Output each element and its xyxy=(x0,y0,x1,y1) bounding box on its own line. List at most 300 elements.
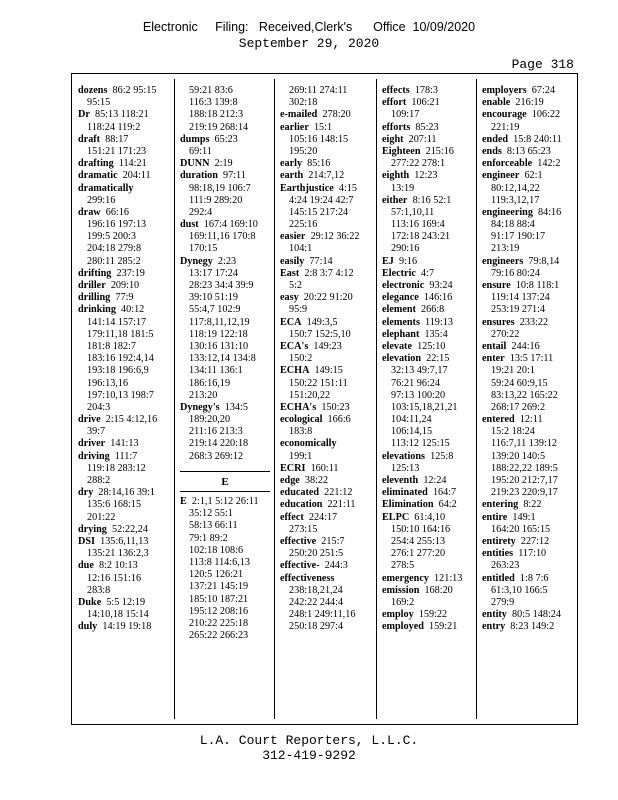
index-term: Dr xyxy=(78,109,90,121)
index-term: employ xyxy=(382,609,414,621)
index-column-1 xyxy=(78,85,168,633)
index-term: enable xyxy=(482,97,511,109)
index-page-refs: 38:22 xyxy=(299,475,329,486)
index-page-refs: 116:7,11 139:12 xyxy=(491,438,558,450)
index-page-refs: 278:5 xyxy=(391,560,415,572)
index-page-refs: 292:4 xyxy=(189,206,213,218)
index-term: elegance xyxy=(382,292,419,304)
index-entry xyxy=(180,170,270,182)
index-term: draw xyxy=(78,206,101,218)
index-entry xyxy=(78,524,168,536)
index-term: early xyxy=(280,158,303,170)
index-entry xyxy=(382,487,472,499)
index-entry xyxy=(482,621,572,633)
column-divider xyxy=(174,79,175,719)
index-page-refs: 119:14 137:24 xyxy=(491,292,550,304)
index-page-refs: 166:6 xyxy=(322,414,351,426)
index-page-refs: 118:24 119:2 xyxy=(87,121,141,133)
court-reporter-name: L.A. Court Reporters, L.L.C. xyxy=(199,733,419,748)
index-page-refs: 164:7 xyxy=(427,487,457,499)
index-term: driller xyxy=(78,280,106,291)
index-page-refs: 204:18 279:8 xyxy=(87,243,142,255)
index-term: dumps xyxy=(180,133,210,145)
index-page-refs: 8:13 65:23 xyxy=(501,145,551,157)
column-divider xyxy=(476,79,477,719)
index-term: effective xyxy=(280,535,317,547)
index-entry xyxy=(482,536,572,548)
index-page-refs: 104:1 xyxy=(289,243,313,255)
index-term: Eighteen xyxy=(382,145,421,157)
index-entry xyxy=(382,268,472,280)
index-term: dust xyxy=(180,219,199,231)
index-entry xyxy=(78,280,168,292)
index-page-refs: 2:1,1 5:12 26:11 xyxy=(186,496,259,507)
index-page-refs: 277:22 278:1 xyxy=(391,158,446,170)
index-term: ECHA xyxy=(280,365,310,377)
index-page-refs: 149:15 xyxy=(309,365,343,377)
index-page-refs: 302:18 xyxy=(289,97,318,109)
index-page-refs: 224:17 xyxy=(303,511,338,523)
index-page-refs: 201:22 xyxy=(87,511,116,523)
index-term: Dynegy xyxy=(180,255,213,267)
index-term: DSI xyxy=(78,535,95,547)
index-page-refs: 69:11 xyxy=(189,145,212,157)
index-page-refs: 273:15 xyxy=(289,523,318,535)
index-term: employed xyxy=(382,621,424,633)
index-term: employers xyxy=(482,85,527,96)
index-page-refs: 86:2 95:15 xyxy=(107,85,157,96)
index-entry xyxy=(280,109,370,121)
index-page-refs: 65:23 xyxy=(209,133,238,145)
index-page-refs: 142:2 xyxy=(532,158,561,170)
index-page-refs: 141:13 xyxy=(105,438,139,450)
index-page-refs: 135:21 136:2,3 xyxy=(87,548,149,560)
index-page-refs: 149:3,5 xyxy=(301,316,338,328)
index-term: educated xyxy=(280,487,320,499)
index-entry xyxy=(482,353,572,365)
index-entry xyxy=(280,414,370,426)
index-page-refs: 15:8 240:11 xyxy=(508,133,562,145)
index-term: ECHA's xyxy=(280,401,317,413)
index-page-refs: 150:22 151:11 xyxy=(289,377,348,389)
index-term: entail xyxy=(482,340,507,352)
index-page-refs: 91:17 190:17 xyxy=(491,231,546,243)
index-entry xyxy=(482,317,572,329)
index-page-refs: 221:11 xyxy=(322,499,356,511)
index-entry xyxy=(78,438,168,450)
index-page-refs: 195:12 208:16 xyxy=(189,605,249,617)
index-page-refs: 266:8 xyxy=(415,304,445,316)
index-term: easy xyxy=(280,292,299,304)
index-entry xyxy=(78,414,168,426)
index-page-refs: 134:5 xyxy=(219,401,248,413)
index-page-refs: 121:13 xyxy=(428,572,463,584)
index-page-refs: 265:22 266:23 xyxy=(189,630,249,642)
index-page-refs: 58:13 66:11 xyxy=(189,520,238,532)
index-entry xyxy=(280,560,370,572)
column-divider xyxy=(274,79,275,719)
index-column-5 xyxy=(482,85,572,633)
index-page-refs: 97:13 100:20 xyxy=(391,389,446,401)
index-term: easier xyxy=(280,231,306,243)
index-term: emergency xyxy=(382,572,429,584)
index-page-refs: 178:3 xyxy=(409,85,439,96)
index-term: efforts xyxy=(382,121,411,133)
index-entry xyxy=(180,496,270,508)
index-page-refs: 22:15 xyxy=(421,353,450,365)
index-entry xyxy=(78,85,168,97)
index-page-refs: 199:1 xyxy=(289,450,313,462)
index-page-refs: 207:11 xyxy=(403,133,437,145)
index-entry xyxy=(280,183,370,195)
index-page-refs: 199:5 200:3 xyxy=(87,231,136,243)
index-entry xyxy=(482,97,572,109)
index-page-refs: 84:18 88:4 xyxy=(491,219,535,231)
index-page-refs: 186:16,19 xyxy=(189,377,231,389)
index-page-refs: 189:20,20 xyxy=(189,414,231,426)
index-page-refs: 12:11 xyxy=(514,414,543,426)
index-page-refs: 238:18,21,24 xyxy=(289,584,343,596)
index-term: entering xyxy=(482,499,519,511)
index-entry xyxy=(78,621,168,633)
index-entry xyxy=(78,134,168,146)
index-entry xyxy=(482,146,572,158)
index-term: duly xyxy=(78,621,98,633)
index-term: DUNN xyxy=(180,158,210,170)
index-page-refs: 88:17 xyxy=(100,133,129,145)
spacer xyxy=(180,463,270,468)
index-entry xyxy=(382,256,472,268)
index-page-refs: 32:13 49:7,17 xyxy=(391,365,448,377)
index-page-refs: 2:8 3:7 4:12 xyxy=(299,267,354,279)
index-page-refs: 213:20 xyxy=(189,389,218,401)
index-term: emission xyxy=(382,584,420,596)
index-page-refs: 233:22 xyxy=(514,316,549,328)
index-entry xyxy=(482,609,572,621)
index-page-refs: 133:12,14 134:8 xyxy=(189,353,256,365)
index-page-refs: 2:19 xyxy=(209,158,233,170)
index-page-refs: 116:3 139:8 xyxy=(189,97,238,109)
index-page-refs: 204:3 xyxy=(87,401,111,413)
index-page-refs: 237:19 xyxy=(111,267,145,279)
index-page-refs: 59:24 60:9,15 xyxy=(491,377,548,389)
index-entry xyxy=(280,292,370,304)
index-page-refs: 113:8 114:6,13 xyxy=(189,556,250,568)
index-page-refs: 85:13 118:21 xyxy=(89,109,149,121)
index-page-refs: 106:21 xyxy=(406,97,440,109)
index-entry xyxy=(382,280,472,292)
index-page-refs: 12:16 151:16 xyxy=(87,572,142,584)
index-entry xyxy=(280,365,370,377)
index-entry xyxy=(482,170,572,182)
index-page-refs: 14:19 19:18 xyxy=(97,621,152,633)
index-page-refs: 197:10,13 198:7 xyxy=(87,389,154,401)
index-page-refs: 215:7 xyxy=(316,535,345,547)
index-page-refs: 80:5 148:24 xyxy=(506,609,561,621)
index-page-refs: 169:11,16 170:8 xyxy=(189,231,256,243)
index-term: ends xyxy=(482,145,502,157)
index-entry xyxy=(382,195,472,207)
index-entry xyxy=(482,280,572,292)
index-term: ended xyxy=(482,133,509,145)
transcript-date: September 29, 2020 xyxy=(238,36,380,51)
index-entry xyxy=(382,292,472,304)
index-page-refs: 219:23 220:9,17 xyxy=(491,487,558,499)
index-page-refs: 10:8 118:1 xyxy=(510,280,560,291)
index-entry xyxy=(78,170,168,182)
index-page-refs: 20:22 91:20 xyxy=(298,292,353,304)
index-term: easily xyxy=(280,255,305,267)
index-page-refs: 125:10 xyxy=(411,340,446,352)
index-entry xyxy=(482,207,572,219)
index-page-refs: 188:22,22 189:5 xyxy=(491,462,558,474)
index-page-refs: 244:3 xyxy=(319,560,348,572)
index-frame xyxy=(71,73,578,725)
index-page-refs: 95:15 xyxy=(87,97,111,109)
index-entry xyxy=(78,268,168,280)
index-entry xyxy=(280,170,370,182)
index-term: Dynegy's xyxy=(180,401,220,413)
index-term: engineer xyxy=(482,170,520,182)
index-page-refs: 195:20 xyxy=(289,145,318,157)
index-term: entire xyxy=(482,511,508,523)
index-entry xyxy=(78,109,168,121)
index-page-refs: 160:11 xyxy=(305,462,339,474)
index-entry xyxy=(482,573,572,585)
index-entry xyxy=(180,219,270,231)
index-term: drive xyxy=(78,414,101,426)
index-entry xyxy=(382,609,472,621)
index-entry xyxy=(482,499,572,511)
index-term: entered xyxy=(482,414,515,426)
index-page-refs: 28:14,16 39:1 xyxy=(93,487,155,499)
index-page-refs: 210:22 225:18 xyxy=(189,617,249,629)
index-page-refs: 97:11 xyxy=(217,170,246,182)
index-page-refs: 276:1 277:20 xyxy=(391,548,446,560)
index-term: entry xyxy=(482,621,506,633)
index-page-refs: 77:14 xyxy=(304,255,333,267)
index-page-refs: 135:4 xyxy=(419,328,448,340)
index-page-refs: 130:16 131:10 xyxy=(189,340,249,352)
index-page-refs: 149:23 xyxy=(308,340,342,352)
index-entry xyxy=(78,292,168,304)
index-page-refs: 211:16 213:3 xyxy=(189,426,243,438)
index-page-refs: 2:23 xyxy=(212,255,237,267)
index-entry xyxy=(280,341,370,353)
index-entry xyxy=(382,122,472,134)
index-page-refs: 196:13,16 xyxy=(87,377,129,389)
index-entry xyxy=(280,317,370,329)
index-page-refs: 135:6,11,13 xyxy=(95,535,149,547)
index-term: EJ xyxy=(382,255,394,267)
index-term: Electric xyxy=(382,267,416,279)
index-entry xyxy=(382,97,472,109)
index-term: dramatically xyxy=(78,182,134,194)
index-entry xyxy=(382,451,472,463)
index-page-refs: 244:16 xyxy=(506,340,540,352)
index-page-refs: 195:20 212:7,17 xyxy=(491,475,558,486)
index-page-refs: 278:20 xyxy=(317,109,351,121)
index-term: drifting xyxy=(78,267,112,279)
index-page-refs: 204:11 xyxy=(117,170,151,182)
index-page-refs: 52:22,24 xyxy=(106,523,148,535)
index-entry xyxy=(280,512,370,524)
index-entry xyxy=(482,414,572,426)
index-term: entirety xyxy=(482,535,516,547)
index-entry xyxy=(382,353,472,365)
column-divider xyxy=(376,79,377,719)
index-page-refs: 172:18 243:21 xyxy=(391,231,451,243)
index-page-refs: 61:4,10 xyxy=(409,511,446,523)
index-entry xyxy=(280,268,370,280)
index-page-refs: 169:2 xyxy=(391,596,415,608)
index-term: drilling xyxy=(78,292,111,304)
index-entry xyxy=(180,134,270,146)
index-page-refs: 14:10,18 15:14 xyxy=(87,609,149,621)
index-entry xyxy=(280,536,370,548)
index-term: dozens xyxy=(78,85,108,96)
index-term: earlier xyxy=(280,121,309,133)
index-page-refs: 104:11,24 xyxy=(391,414,432,426)
index-page-refs: 98:18,19 106:7 xyxy=(189,182,251,194)
index-page-refs: 5:2 xyxy=(289,280,303,291)
index-term: elephant xyxy=(382,328,420,340)
index-term: edge xyxy=(280,475,300,486)
index-page-refs: 93:24 xyxy=(424,280,453,291)
index-term: element xyxy=(382,304,416,316)
index-page-refs: 167:4 169:10 xyxy=(198,219,258,231)
index-term: elevate xyxy=(382,340,412,352)
index-page-refs: 280:11 285:2 xyxy=(87,255,141,267)
index-page-refs: 29:12 36:22 xyxy=(305,231,360,243)
index-entry xyxy=(78,304,168,316)
index-entry xyxy=(180,402,270,414)
index-entry xyxy=(482,85,572,97)
index-page-refs: 219:19 268:14 xyxy=(189,121,249,133)
index-term: ELPC xyxy=(382,511,410,523)
index-term: driving xyxy=(78,450,110,462)
index-page-refs: 8:22 xyxy=(518,499,542,511)
index-term: entity xyxy=(482,609,507,621)
index-entry xyxy=(280,122,370,134)
index-entry xyxy=(280,463,370,475)
index-entry xyxy=(382,317,472,329)
index-term: effects xyxy=(382,85,410,96)
index-page-refs: 288:2 xyxy=(87,475,111,486)
index-term: due xyxy=(78,560,94,572)
index-page-refs: 4:24 19:24 42:7 xyxy=(289,194,354,206)
index-term: engineers xyxy=(482,255,524,267)
index-page-refs: 146:16 xyxy=(418,292,453,304)
index-page-refs: 79:16 80:24 xyxy=(491,267,540,279)
index-page-refs: 151:20,22 xyxy=(289,389,331,401)
index-page-refs: 196:16 197:13 xyxy=(87,219,147,231)
index-column-4 xyxy=(382,85,472,633)
index-term: Earthjustice xyxy=(280,182,334,194)
index-page-refs: 106:22 xyxy=(526,109,561,121)
index-page-refs: 159:21 xyxy=(423,621,458,633)
index-page-refs: 183:16 192:4,14 xyxy=(87,353,154,365)
index-page-refs: 188:18 212:3 xyxy=(189,109,244,121)
section-rule xyxy=(180,471,270,472)
section-rule xyxy=(180,491,270,492)
index-page-refs: 83:13,22 165:22 xyxy=(491,389,558,401)
index-term: encourage xyxy=(482,109,527,121)
index-page-refs: 105:16 148:15 xyxy=(289,133,349,145)
index-page-refs: 40:12 xyxy=(115,304,145,316)
index-page-refs: 102:18 108:6 xyxy=(189,544,244,556)
index-page-refs: 55:4,7 102:9 xyxy=(189,304,241,316)
index-term: eliminated xyxy=(382,487,428,499)
index-entry xyxy=(382,134,472,146)
index-page-refs: 150:2 xyxy=(289,353,313,365)
court-reporter-phone: 312-419-9292 xyxy=(262,748,356,763)
index-page-refs: 134:11 136:1 xyxy=(189,365,243,377)
index-term: entitled xyxy=(482,572,515,584)
index-term: economically xyxy=(280,438,337,450)
index-page-refs: 117:8,11,12,19 xyxy=(189,316,250,328)
index-term: E xyxy=(180,496,187,507)
index-term: elements xyxy=(382,316,420,328)
index-entry xyxy=(382,85,472,97)
index-page-refs: 114:21 xyxy=(113,158,147,170)
index-term: eleventh xyxy=(382,475,419,486)
index-term: either xyxy=(382,194,408,206)
index-entry xyxy=(482,512,572,524)
index-page-refs: 145:15 217:24 xyxy=(289,206,349,218)
index-page-refs: 113:12 125:15 xyxy=(391,438,450,450)
index-entry xyxy=(482,341,572,353)
index-term: eight xyxy=(382,133,404,145)
index-entry xyxy=(280,231,370,243)
index-page-refs: 13:17 17:24 xyxy=(189,267,238,279)
index-term: duration xyxy=(180,170,218,182)
index-term: elevation xyxy=(382,353,422,365)
index-term: enforceable xyxy=(482,158,533,170)
index-entry xyxy=(280,475,370,487)
index-entry xyxy=(382,499,472,511)
index-page-refs: 39:7 xyxy=(87,426,106,438)
index-term: elevations xyxy=(382,450,426,462)
index-entry xyxy=(280,438,370,450)
index-entry xyxy=(482,109,572,121)
index-page-refs: 149:1 xyxy=(507,511,536,523)
index-term: draft xyxy=(78,133,101,145)
index-page-refs: 250:20 251:5 xyxy=(289,548,344,560)
index-page-refs: 125:8 xyxy=(425,450,454,462)
index-page-refs: 179:11,18 181:5 xyxy=(87,328,154,340)
index-term: ECA xyxy=(280,316,302,328)
index-page-refs: 119:18 283:12 xyxy=(87,462,146,474)
index-term: drinking xyxy=(78,304,116,316)
index-term: ensure xyxy=(482,280,511,291)
index-page-refs: 95:9 xyxy=(289,304,308,316)
index-page-refs: 35:12 55:1 xyxy=(189,508,233,520)
index-page-refs: 4:7 xyxy=(415,267,435,279)
index-term: ECRI xyxy=(280,462,306,474)
index-term: drafting xyxy=(78,158,114,170)
index-page-refs: 117:10 xyxy=(513,548,547,560)
index-term: electronic xyxy=(382,280,425,291)
index-page-refs: 263:23 xyxy=(491,560,520,572)
index-entry xyxy=(78,597,168,609)
section-letter-heading: E xyxy=(221,475,229,488)
index-entry xyxy=(382,170,472,182)
index-page-refs: 76:21 96:24 xyxy=(391,377,440,389)
index-page-refs: 39:10 51:19 xyxy=(189,292,238,304)
index-entry xyxy=(280,487,370,499)
index-page-refs: 268:3 269:12 xyxy=(189,450,244,462)
